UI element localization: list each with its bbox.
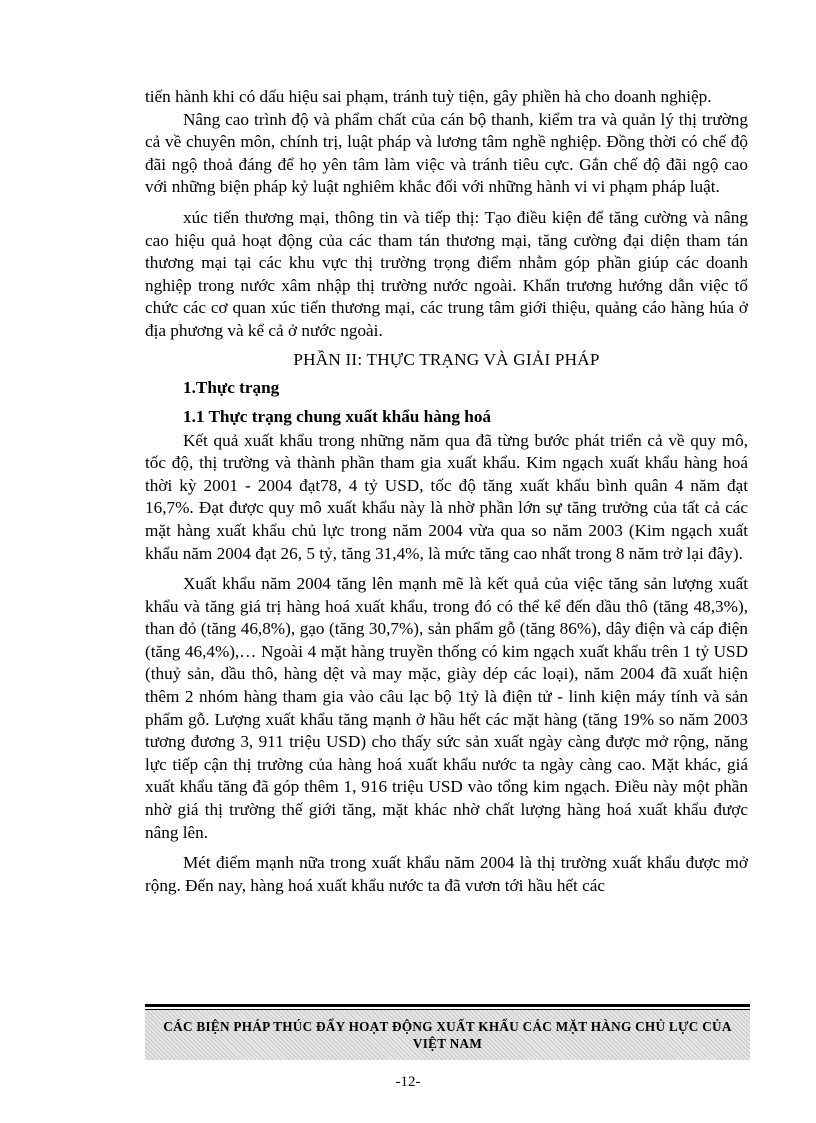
part-title: PHẦN II: THỰC TRẠNG VÀ GIẢI PHÁP (293, 349, 600, 369)
paragraph-staff-quality: Nâng cao trình độ và phẩm chất của cán bộ thanh, kiểm tra và quản lý thị trường cả về chuyên môn, chính trị, luật pháp và lương tâm nghề nghiệp. Đồng thời có chế độ đãi ngộ thoả đáng để họ yên tâm làm việc và tránh tiêu cực. Gắn chế độ đãi ngộ cao với những biện pháp kỷ luật nghiêm khắc đối với những hành vi vi phạm pháp luật. (145, 109, 748, 197)
paragraph-continuation: tiến hành khi có dấu hiệu sai phạm, tránh tuỳ tiện, gây phiền hà cho doanh nghiệp. (145, 87, 712, 106)
paragraph-trade-promotion: xúc tiến thương mại, thông tin và tiếp thị: Tạo điều kiện để tăng cường và nâng cao hiệu quả hoạt động của các tham tán thương mại, tăng cường đại diện tham tán thương mại tại các khu vực thị trường trọng điểm nhằm góp phần giúp các doanh nghiệp trong nước xâm nhập thị trường nước ngoài. Khẩn trương hướng dẫn việc tổ chức các cơ quan xúc tiến thương mại, các trung tâm giới thiệu, quảng cáo hàng húa ở địa phương và kể cả ở nước ngoài. (145, 207, 748, 340)
footer-title: CÁC BIỆN PHÁP THÚC ĐẨY HOẠT ĐỘNG XUẤT KHẨU CÁC MẶT HÀNG CHỦ LỰC CỦA VIỆT NAM (163, 1019, 732, 1051)
paragraph-export-results: Kết quả xuất khẩu trong những năm qua đã từng bước phát triển cả về quy mô, tốc độ, thị trường và thành phần tham gia xuất khẩu. Kim ngạch xuất khẩu hàng hoá thời kỳ 2001 - 2004 đạt78, 4 tỷ USD, tốc độ tăng xuất khẩu bình quân 4 năm đạt 16,7%. Đạt được quy mô xuất khẩu này là nhờ phần lớn sự tăng trưởng của tất cả các mặt hàng xuất khẩu chủ lực trong năm 2004 vừa qua so năm 2003 (Kim ngạch xuất khẩu năm 2004 đạt 26, 5 tỷ, tăng 31,4%, là mức tăng cao nhất trong 8 năm trở lại đây). (145, 430, 748, 563)
document-body (145, 86, 748, 897)
page-number: -12- (395, 1074, 421, 1090)
paragraph-export-growth: Xuất khẩu năm 2004 tăng lên mạnh mẽ là kết quả của việc tăng sản lượng xuất khẩu và tăng giá trị hàng hoá xuất khẩu, trong đó có thể kể đến dầu thô (tăng 48,3%), than đỏ (tăng 46,8%), gạo (tăng 30,7%), sản phẩm gỗ (tăng 86%), dây điện và cáp điện (tăng 46,4%),… Ngoài 4 mặt hàng truyền thống có kim ngạch xuất khẩu trên 1 tỷ USD (thuỷ sản, dầu thô, hàng dệt và may mặc, giày dép các loại), năm 2004 đã xuất hiện thêm 2 nhóm hàng tham gia vào câu lạc bộ 1tỷ là điện tử - linh kiện máy tính và sản phẩm gỗ. Lượng xuất khẩu tăng mạnh ở hầu hết các mặt hàng (tăng 19% so năm 2003 tương đương 3, 911 triệu USD) cho thấy sức sản xuất ngày càng được mở rộng, năng lực tiếp cận thị trường của hàng hoá xuất khẩu nước ta ngày càng cao. Mặt khác, giá xuất khẩu tăng đã góp thêm 1, 916 triệu USD vào tổng kim ngạch. Điều này một phần nhờ giá thị trường thế giới tăng, mặt khác nhờ chất lượng hàng hoá xuất khẩu được nâng lên. (145, 574, 748, 842)
footer-banner (145, 1010, 750, 1060)
paragraph-market-expansion: Mét điểm mạnh nữa trong xuất khẩu năm 2004 là thị trường xuất khẩu được mở rộng. Đến nay, hàng hoá xuất khẩu nước ta đã vươn tới hầu hết các (145, 853, 748, 895)
subsection-heading: 1.1 Thực trạng chung xuất khẩu hàng hoá (183, 406, 492, 426)
section-heading: 1.Thực trạng (183, 377, 280, 397)
